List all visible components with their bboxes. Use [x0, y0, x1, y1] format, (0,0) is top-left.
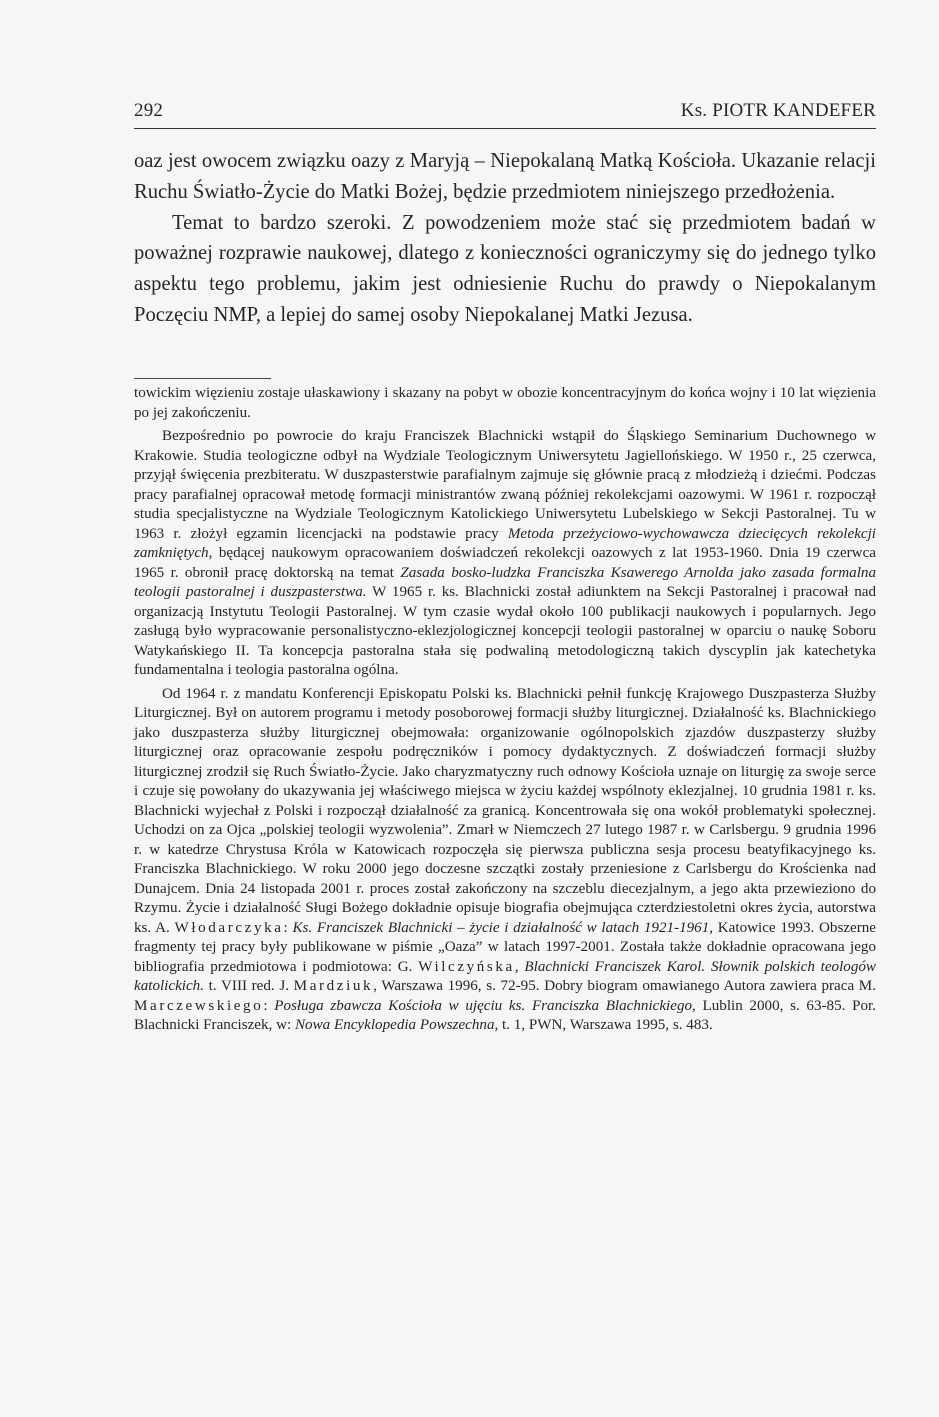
cited-title: Blachnicki Franciszek Karol. Słownik polskich teologów katolickich.	[134, 958, 876, 994]
footnote-text: Bezpośrednio po powrocie do kraju Franciszek Blachnicki wstąpił do Śląskiego Seminarium Duchownego w Krakowie. Studia teologiczne odbył na Wydziale Teologicznym Uniwersytetu Jagiellońskiego. W 1950 r., 25 czerwca, przyjął święcenia prezbiteratu. W duszpasterstwie parafialnym zajmuje się głównie pracą z młodzieżą i dziećmi. Podczas pracy parafialnej opracował metodę formacji ministrantów zwaną później rekolekcjami oazowymi. W 1961 r. rozpoczął studia specjalistyczne na Wydziale Teologicznym Katolickiego Uniwersytetu Lubelskiego w Sekcji Pastoralnej. Tu w 1963 r. złożył egzamin licencjacki na podstawie pracy	[134, 428, 876, 542]
cited-title: Metoda przeżyciowo-wychowawcza dziecięcych rekolekcji zamkniętych	[134, 525, 876, 561]
main-paragraph-1: oaz jest owocem związku oazy z Maryją – Niepokalaną Matką Kościoła. Ukazanie relacji Ruchu Światło-Życie do Matki Bożej, będzie przedmiotem niniejszego przedłożenia.	[134, 150, 876, 203]
footnote-continuation: towickim więzieniu zostaje ułaskawiony i skazany na pobyt w obozie koncentracyjnym do końca wojny i 10 lat więzienia po jej zakończeniu.	[134, 385, 876, 421]
cited-author: Wilczyńska	[418, 958, 515, 975]
footnote-text: Od 1964 r. z mandatu Konferencji Episkopatu Polski ks. Blachnicki pełnił funkcję Krajowego Duszpasterza Służby Liturgicznej. Był on autorem programu i metody posoborowej formacji służby liturgicznej. Działalność ks. Blachnickiego jako duszpasterza służby liturgicznej obejmowała: organizowanie ogólnopolskich zjazdów duszpasterzy służby liturgicznej oraz opracowanie zespołu podręczników i pomocy dydaktycznych. Z doświadczeń formacji służby liturgicznej zrodził się Ruch Światło-Życie. Jako charyzmatyczny ruch odnowy Kościoła uznaje on liturgię za swoje serce i czuje się powołany do ukazywania jej właściwego miejsca w życiu każdej wspólnoty eklezjalnej. 10 grudnia 1981 r. ks. Blachnicki wyjechał z Polski i rozpoczął działalność za granicą. Koncentrowała się ona wokół problematyki społecznej. Uchodzi on za Ojca „polskiej teologii wyzwolenia”. Zmarł w Niemczech 27 lutego 1987 r. w Carlsbergu. 9 grudnia 1996 r. w katedrze Chrystusa Króla w Katowicach rozpoczęła się pierwsza publiczna sesja procesu beatyfikacyjnego ks. Franciszka Blachnickiego. W roku 2000 jego doczesne szczątki zostały przeniesione z Carlsbergu do Krościenka nad Dunajcem. Dnia 24 listopada 2001 r. proces został zakończony na szczeblu diecezjalnym, a jego akta przewieziono do Rzymu. Życie i działalność Sługi Bożego dokładnie opisuje biografia obejmująca czterdziestoletni okres życia, autorstwa ks. A.	[134, 685, 876, 936]
cited-author: Marczewskiego	[134, 997, 264, 1014]
footnote-text: ,	[514, 958, 525, 975]
footnote-text: , Warszawa 1996, s. 72-95. Dobry biogram omawianego Autora zawiera praca M.	[373, 978, 876, 994]
footnote-text: W 1965 r. ks. Blachnicki został adiunktem na Sekcji Pastoralnej i pracował nad organizacją Instytutu Teologii Pastoralnej. W tym czasie wydał około 100 publikacji naukowych i popularnych. Jego zasługą było wypracowanie personalistyczno-eklezjologicznej koncepcji teologii pastoralnej w oparciu o naukę Soboru Watykańskiego II. Ta koncepcja pastoralna stała się podwaliną metodologiczną takich dyscyplin jak katechetyka fundamentalna i teologia pastoralna ogólna.	[134, 584, 876, 678]
cited-title: Zasada bosko-ludzka Franciszka Ksawerego Arnolda jako zasada formalna teologii pastoralnej i duszpasterstwa.	[134, 564, 876, 600]
footnote-text: Katowice 1993. Obszerne fragmenty tej pracy były publikowane w piśmie „Oaza” w latach 1997-2001. Została także dokładnie opracowana jego bibliografia przedmiotowa i podmiotowa: G.	[134, 919, 877, 975]
footnote-text: :	[263, 997, 275, 1014]
page-number: 292	[134, 100, 164, 121]
cited-author: Włodarczyka	[174, 919, 284, 936]
footnote-text: , Lublin 2000, s. 63-85. Por. Blachnicki Franciszek, w:	[134, 997, 876, 1033]
footnotes	[134, 384, 876, 1036]
cited-author: Mardziuk	[293, 978, 374, 994]
footnote-text: t. VIII red. J.	[204, 978, 294, 994]
footnote-paragraph-2	[134, 427, 876, 681]
cited-title: Posługa zbawcza Kościoła w ujęciu ks. Franciszka Blachnickiego	[274, 997, 693, 1014]
running-header	[134, 98, 876, 129]
footnote-paragraph-3	[134, 685, 876, 1036]
main-paragraph-2: Temat to bardzo szeroki. Z powodzeniem może stać się przedmiotem badań w poważnej rozprawie naukowej, dlatego z konieczności ograniczymy się do jednego tylko aspektu tego problemu, jakim jest odniesienie Ruchu do prawdy o Niepokalanym Poczęciu NMP, a lepiej do samej osoby Niepokalanej Matki Jezusa.	[134, 211, 876, 326]
footnote-text: :	[283, 919, 293, 936]
cited-title: Ks. Franciszek Blachnicki – życie i działalność w latach 1921-1961,	[292, 919, 714, 936]
cited-title: Nowa Encyklopedia Powszechna,	[294, 1017, 499, 1033]
footnote-separator	[134, 378, 271, 379]
footnote-text: , będącej naukowym opracowaniem doświadczeń rekolekcji oazowych z lat 1953-1960. Dnia 19 czerwca 1965 r. obronił pracę doktorską na temat	[134, 545, 876, 581]
running-head-author: Ks. PIOTR KANDEFER	[680, 100, 876, 121]
main-text	[134, 146, 876, 331]
footnote-text: t. 1, PWN, Warszawa 1995, s. 483.	[498, 1017, 713, 1033]
